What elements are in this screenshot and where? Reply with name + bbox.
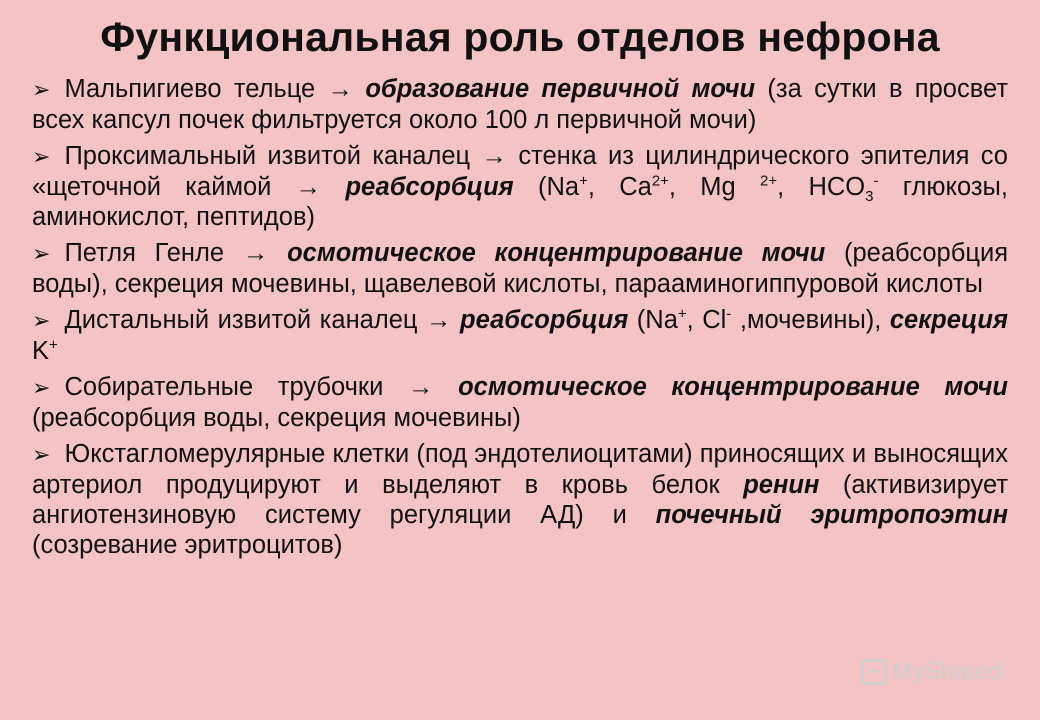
item-text: - xyxy=(873,172,879,190)
item-text: (за сутки в просвет всех капсул почек фильтруется около 100 л первичной мочи) xyxy=(32,75,1008,134)
item-text: + xyxy=(49,336,58,354)
item-text: Собирательные трубочки → xyxy=(64,373,459,401)
arrow-bullet-icon: ➢ xyxy=(32,442,51,467)
list-item xyxy=(32,74,1008,135)
myshared-logo-icon xyxy=(861,659,887,685)
item-text: 2+ xyxy=(760,172,778,190)
item-text: 2+ xyxy=(651,172,669,190)
watermark xyxy=(861,658,1002,686)
item-text: , Ca xyxy=(587,173,652,201)
item-text: Проксимальный извитой каналец → стенка из цилиндрического эпителия со «щеточной каймой → xyxy=(32,142,1008,201)
emphasis-text: осмотическое концентрирование мочи xyxy=(287,239,826,267)
item-text: ,мочевины), xyxy=(731,306,890,334)
emphasis-text: секреция xyxy=(889,306,1008,334)
item-text: (Na xyxy=(513,173,580,201)
arrow-bullet-icon: ➢ xyxy=(32,241,51,266)
list-item xyxy=(32,141,1008,232)
emphasis-text: реабсорбция xyxy=(460,306,629,334)
item-text: Дистальный извитой каналец → xyxy=(64,306,461,334)
emphasis-text: реабсорбция xyxy=(345,173,514,201)
item-text: , HCO xyxy=(777,173,866,201)
item-text: , Cl xyxy=(686,306,727,334)
emphasis-text: ренин xyxy=(743,471,820,499)
item-text: глюкозы, аминокислот, пептидов) xyxy=(32,173,1008,231)
item-text: (реабсорбция воды), секреция мочевины, щавелевой кислоты, парааминогиппуровой кислоты xyxy=(32,239,1008,298)
emphasis-text: образование первичной мочи xyxy=(365,75,756,103)
item-text: - xyxy=(726,305,732,323)
emphasis-text: осмотическое концентрирование мочи xyxy=(458,373,1008,401)
item-text: (реабсорбция воды, секреция мочевины) xyxy=(32,404,521,432)
arrow-bullet-icon: ➢ xyxy=(32,308,51,333)
list-item xyxy=(32,372,1008,433)
item-text: + xyxy=(677,305,687,323)
list-item xyxy=(32,305,1008,366)
bullet-list xyxy=(32,74,1008,566)
list-item xyxy=(32,238,1008,299)
item-text: Юкстагломерулярные клетки (под эндотелиоцитами) приносящих и выносящих артериол продуцируют и выделяют в кровь белок xyxy=(32,440,1008,499)
page-title: Функциональная роль отделов нефрона xyxy=(100,14,940,60)
item-text: (Na xyxy=(628,306,678,334)
item-text: K xyxy=(32,337,50,365)
arrow-bullet-icon: ➢ xyxy=(32,375,51,400)
item-text: Мальпигиево тельце → xyxy=(64,75,366,103)
item-text: (активизирует ангиотензиновую систему регуляции АД) и xyxy=(32,471,1008,529)
arrow-bullet-icon: ➢ xyxy=(32,77,51,102)
arrow-bullet-icon: ➢ xyxy=(32,144,51,169)
watermark-text: MyShared xyxy=(892,658,1002,685)
item-text: Петля Генле → xyxy=(64,239,288,267)
item-text: 3 xyxy=(865,188,874,206)
list-item xyxy=(32,439,1008,560)
emphasis-text: почечный эритропоэтин xyxy=(655,501,1008,529)
item-text: + xyxy=(579,172,588,190)
item-text: (созревание эритроцитов) xyxy=(32,531,343,559)
item-text: , Mg xyxy=(668,173,760,201)
